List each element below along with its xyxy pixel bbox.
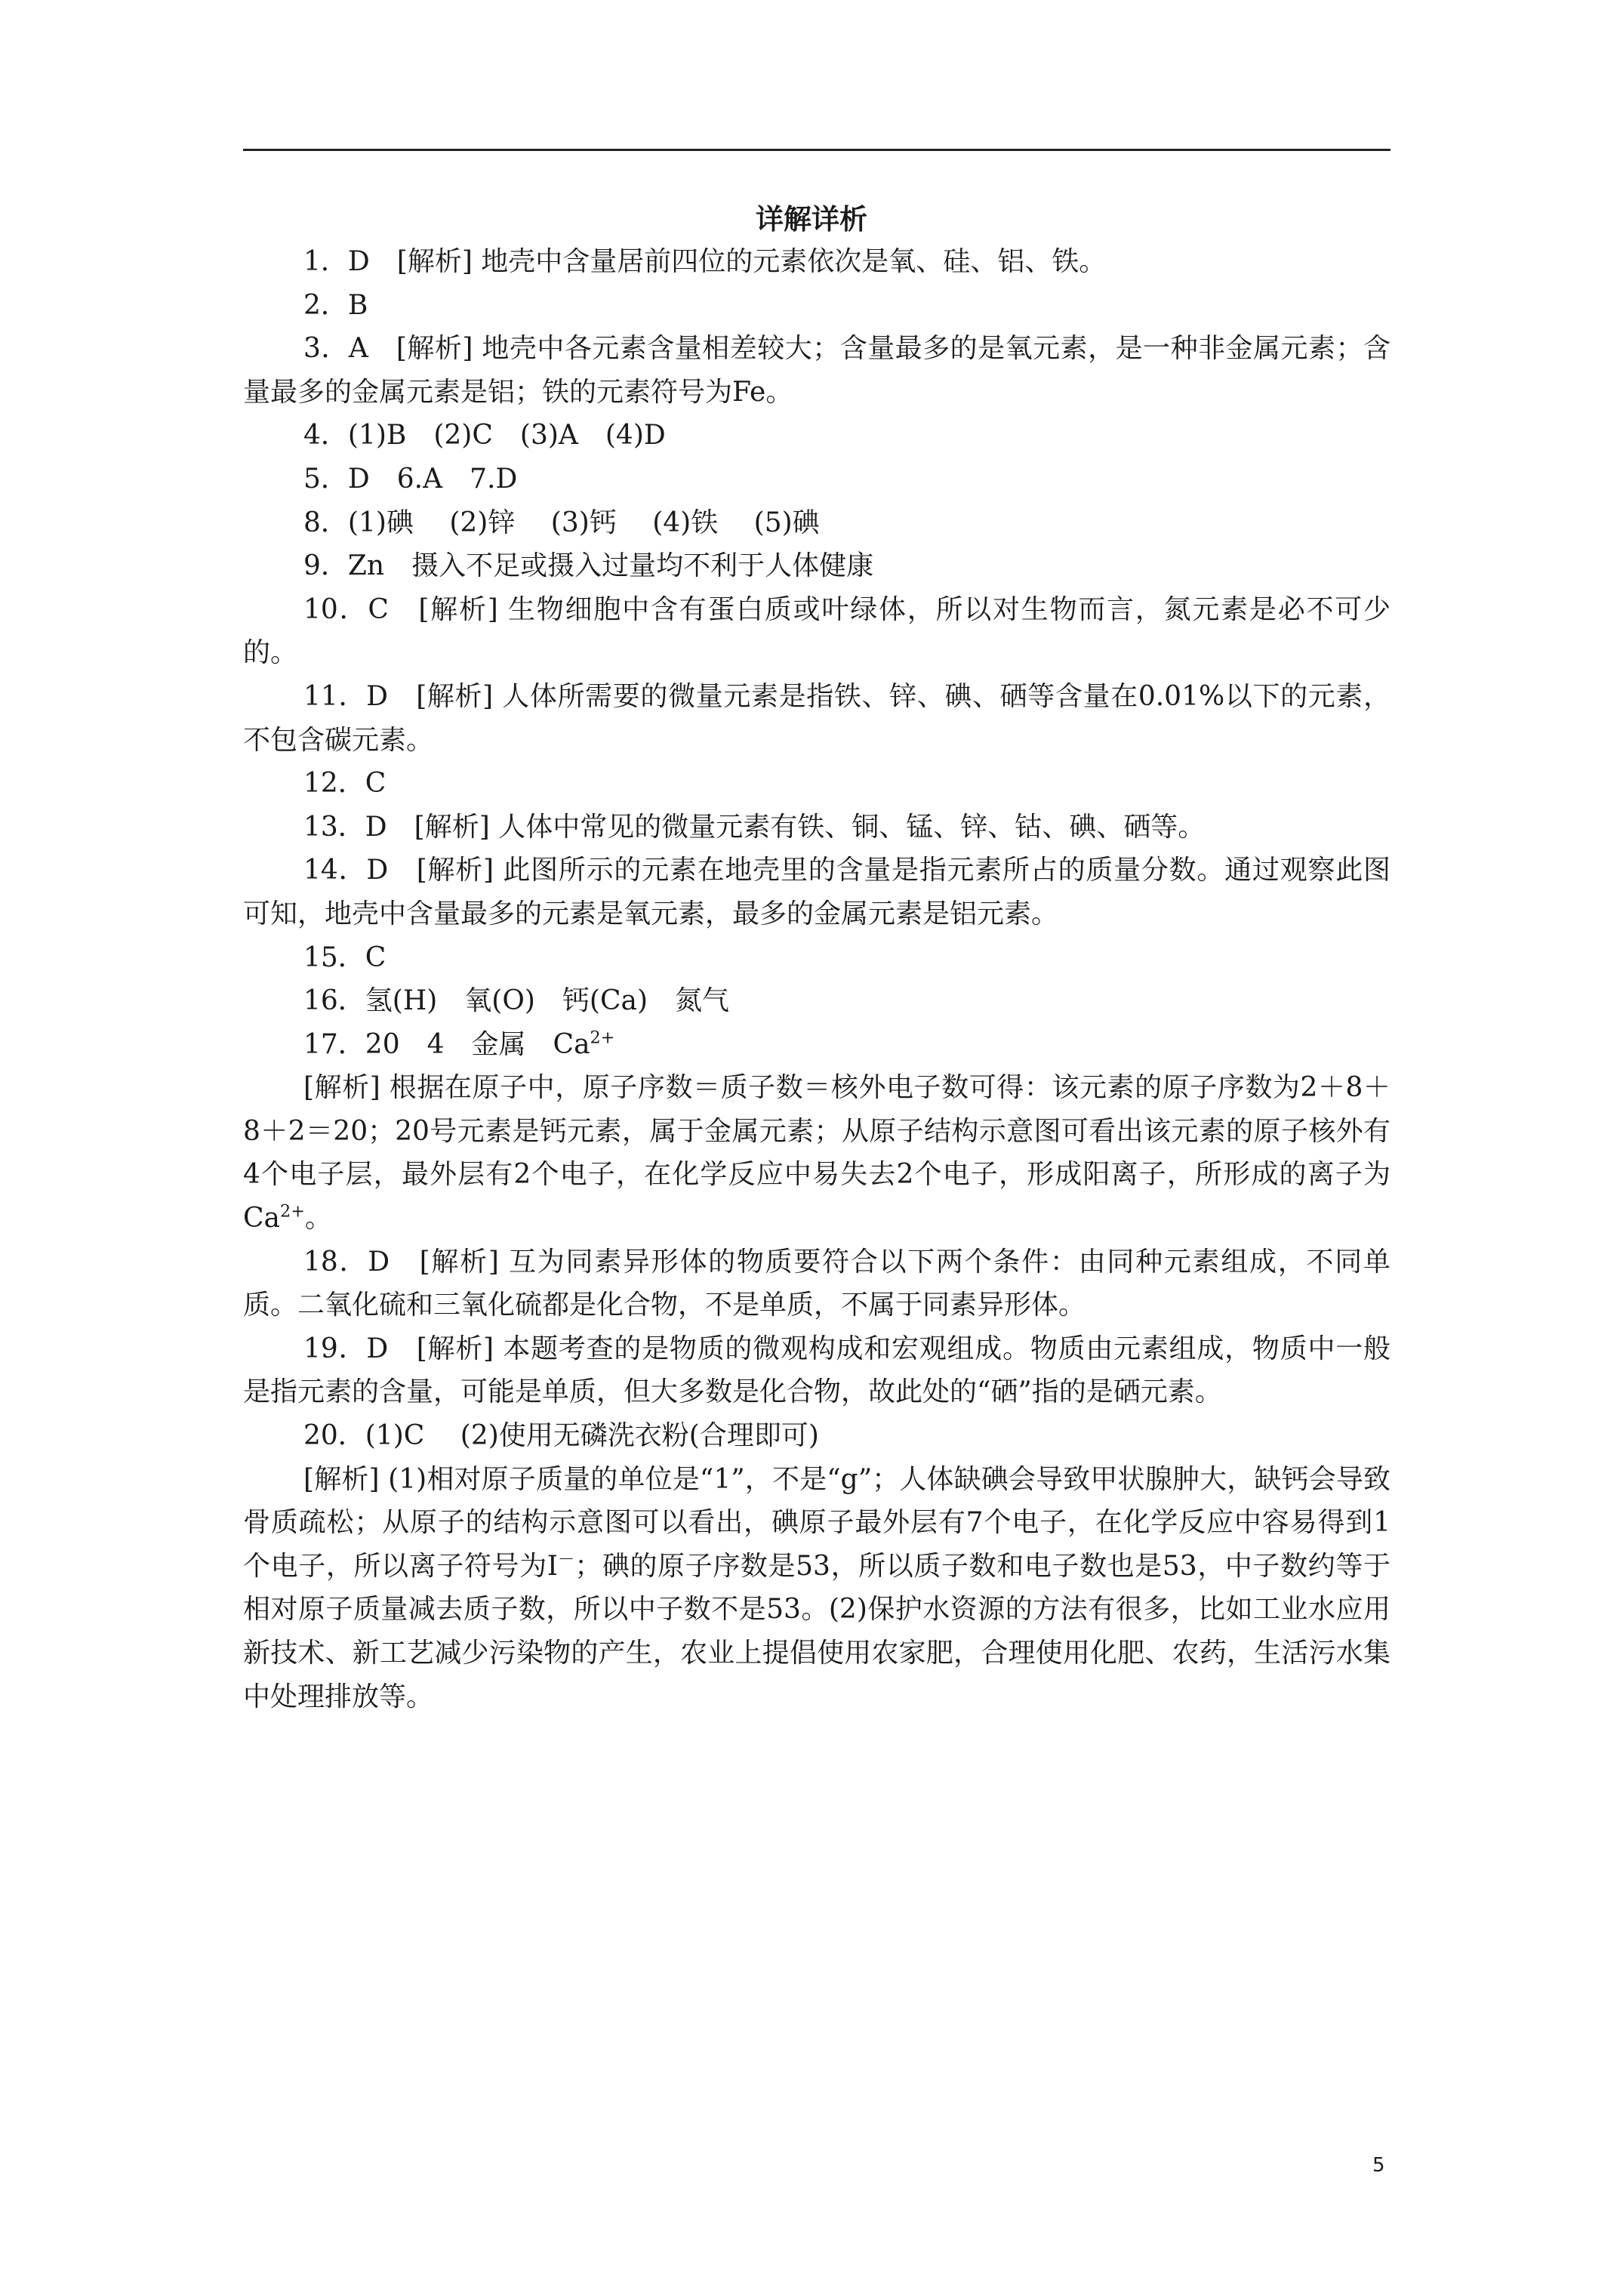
answer-line: 2．B [303, 289, 368, 321]
analysis-17 [243, 1066, 1390, 1240]
ion-charge: 2+ [590, 1028, 615, 1048]
answer-line: 4．(1)B (2)C (3)A (4)D [303, 420, 666, 451]
ion-charge: － [557, 1549, 575, 1570]
answer-line: 3．A [解析] 地壳中各元素含量相差较大；含量最多的是氧元素，是一种非金属元素；含量最多的金属元素是铝；铁的元素符号为Fe。 [243, 333, 1390, 408]
answer-line: 19．D [解析] 本题考查的是物质的微观构成和宏观组成。物质由元素组成，物质中一般是指元素的含量，可能是单质，但大多数是化合物，故此处的“硒”指的是硒元素。 [243, 1333, 1390, 1408]
answer-line: 16．氢(H) 氧(O) 钙(Ca) 氮气 [303, 985, 729, 1017]
ion-charge: 2+ [280, 1201, 305, 1222]
analysis-17-text: [解析] 根据在原子中，原子序数＝质子数＝核外电子数可得：该元素的原子序数为2＋8＋8＋2＝20；20号元素是钙元素，属于金属元素；从原子结构示意图可看出该元素的原子核外有4个电子层，最外层有2个电子，在化学反应中易失去2个电子，形成阳离子，所形成的离子为Ca [243, 1072, 1390, 1234]
answer-line: 5．D 6.A 7.D [303, 463, 518, 495]
answer-line: 11．D [解析] 人体所需要的微量元素是指铁、锌、碘、硒等含量在0.01%以下的元素，不包含碳元素。 [243, 680, 1390, 756]
page-title: 详解详析 [756, 202, 867, 236]
page-number: 5 [1372, 2154, 1385, 2177]
answer-line: 13．D [解析] 人体中常见的微量元素有铁、铜、锰、锌、钴、碘、硒等。 [303, 811, 1206, 843]
answer-line: 15．C [303, 942, 387, 973]
answer-line: 1．D [解析] 地壳中含量居前四位的元素依次是氧、硅、铝、铁。 [303, 246, 1107, 277]
answer-line-17 [243, 1023, 1390, 1067]
header-rule [243, 149, 1390, 151]
answer-content [243, 240, 1390, 1718]
answer-17-text: 17．20 4 金属 Ca [303, 1028, 590, 1060]
answer-line: 14．D [解析] 此图所示的元素在地壳里的含量是指元素所占的质量分数。通过观察此图可知，地壳中含量最多的元素是氧元素，最多的金属元素是铝元素。 [243, 855, 1390, 929]
analysis-17-end: 。 [304, 1203, 332, 1234]
answer-line: 12．C [303, 768, 387, 800]
answer-line: 9．Zn 摄入不足或摄入过量均不利于人体健康 [303, 550, 874, 582]
analysis-20-text: [解析] (1)相对原子质量的单位是“1”，不是“g”；人体缺碘会导致甲状腺肿大，缺钙会导致骨质疏松；从原子的结构示意图可以看出，碘原子最外层有7个电子，在化学反应中容易得到1个电子，所以离子符号为I [243, 1463, 1390, 1582]
answer-line: 8．(1)碘 (2)锌 (3)钙 (4)铁 (5)碘 [303, 507, 820, 538]
analysis-20-end: ；碘的原子序数是53，所以质子数和电子数也是53，中子数约等于相对原子质量减去质子数，所以中子数不是53。(2)保护水资源的方法有很多，比如工业水应用新技术、新工艺减少污染物的产生，农业上提倡使用农家肥，合理使用化肥、农药，生活污水集中处理排放等。 [243, 1550, 1390, 1712]
answer-line: 10．C [解析] 生物细胞中含有蛋白质或叶绿体，所以对生物而言，氮元素是必不可少的。 [243, 593, 1390, 669]
answer-line: 18．D [解析] 互为同素异形体的物质要符合以下两个条件：由同种元素组成，不同单质。二氧化硫和三氧化硫都是化合物，不是单质，不属于同素异形体。 [243, 1246, 1390, 1321]
analysis-20 [243, 1458, 1390, 1719]
answer-line: 20．(1)C (2)使用无磷洗衣粉(合理即可) [303, 1420, 819, 1452]
